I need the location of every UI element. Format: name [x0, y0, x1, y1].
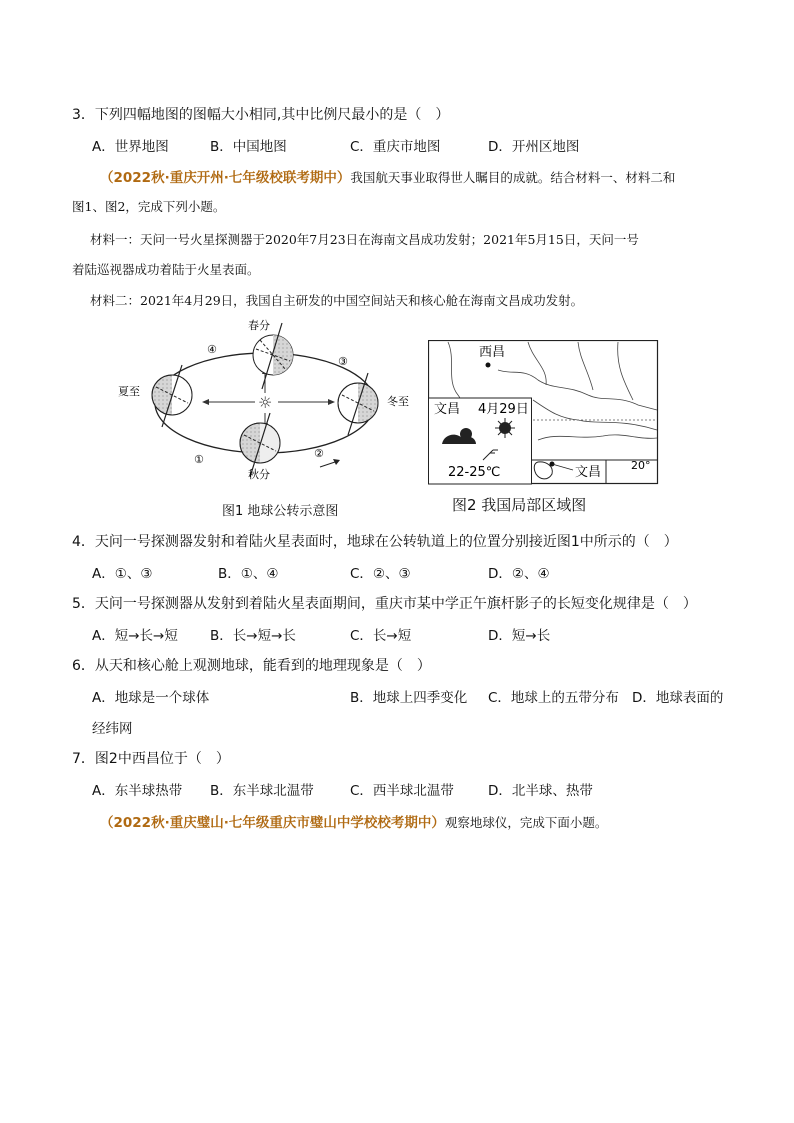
- q7-option-d[interactable]: D．北半球、热带: [488, 783, 593, 799]
- material1-line1: 材料一：天问一号火星探测器于2020年7月23日在海南文昌成功发射；2021年5月15日，天问一号: [90, 232, 639, 247]
- q4-option-a[interactable]: A．①、③: [92, 566, 153, 582]
- material2: 材料二：2021年4月29日，我国自主研发的中国空间站天和核心舱在海南文昌成功发射。: [90, 293, 584, 308]
- group1-intro-line2: 图1、图2，完成下列小题。: [72, 199, 226, 214]
- label-autumn: 秋分: [248, 468, 270, 481]
- group2-intro-text: 观察地球仪，完成下面小题。: [444, 815, 608, 830]
- group2-source: （2022秋·重庆璧山·七年级重庆市璧山中学校校考期中）: [100, 815, 445, 831]
- q3-option-d[interactable]: D．开州区地图: [488, 139, 580, 155]
- label-summer: 夏至: [118, 385, 140, 398]
- q6-option-d[interactable]: D．地球表面的: [632, 690, 724, 706]
- label-wenchang: 文昌: [575, 465, 602, 480]
- sun-icon: [495, 418, 515, 438]
- marker-2: ②: [314, 447, 324, 460]
- sun-icon: ☼: [258, 393, 273, 412]
- q5-stem: 5．天问一号探测器从发射到着陆火星表面期间，重庆市某中学正午旗杆影子的长短变化规律是（ ）: [72, 596, 697, 612]
- q5-option-b[interactable]: B．长→短→长: [210, 628, 296, 644]
- box-date: 4月29日: [478, 402, 529, 417]
- marker-1: ①: [194, 453, 204, 466]
- figure1-caption: 图1 地球公转示意图: [222, 504, 339, 519]
- q4-option-c[interactable]: C．②、③: [350, 566, 411, 582]
- q3-option-a[interactable]: A．世界地图: [92, 139, 169, 155]
- q4-option-b[interactable]: B．①、④: [218, 566, 279, 582]
- earth-summer: [152, 365, 192, 427]
- earth-winter: [338, 373, 378, 435]
- label-winter: 冬至: [387, 395, 409, 408]
- figure2-caption: 图2 我国局部区域图: [452, 496, 587, 514]
- q7-option-b[interactable]: B．东半球北温带: [210, 783, 314, 799]
- q7-option-c[interactable]: C．西半球北温带: [350, 783, 454, 799]
- figure1-revolution-diagram: [110, 315, 420, 495]
- label-xichang: 西昌: [479, 345, 506, 360]
- group1-source: （2022秋·重庆开州·七年级校联考期中）: [100, 170, 351, 186]
- q6-option-c[interactable]: C．地球上的五带分布: [488, 690, 619, 706]
- q6-option-a[interactable]: A．地球是一个球体: [92, 690, 210, 706]
- q5-option-d[interactable]: D．短→长: [488, 628, 551, 644]
- marker-3: ③: [338, 355, 348, 368]
- group2-intro: [100, 811, 607, 831]
- box-temp: 22-25℃: [448, 465, 501, 480]
- group1-intro-text: 我国航天事业取得世人瞩目的成就。结合材料一、材料二和: [350, 170, 676, 185]
- q6-option-b[interactable]: B．地球上四季变化: [350, 690, 468, 706]
- q3-option-c[interactable]: C．重庆市地图: [350, 139, 441, 155]
- figure2-regional-map: [428, 340, 660, 485]
- q4-stem: 4．天问一号探测器发射和着陆火星表面时，地球在公转轨道上的位置分别接近图1中所示的（ ）: [72, 534, 678, 550]
- q6-stem: 6．从天和核心舱上观测地球，能看到的地理现象是（ ）: [72, 658, 431, 674]
- marker-4: ④: [207, 343, 217, 356]
- q4-option-d[interactable]: D．②、④: [488, 566, 550, 582]
- label-spring: 春分: [248, 319, 270, 332]
- group1-intro-line1: [100, 166, 675, 186]
- q5-option-a[interactable]: A．短→长→短: [92, 628, 178, 644]
- earth-spring: [253, 323, 293, 389]
- label-latitude: 20°: [631, 459, 651, 472]
- q3-stem: 3．下列四幅地图的图幅大小相同,其中比例尺最小的是（ ）: [72, 107, 450, 123]
- q3-option-b[interactable]: B．中国地图: [210, 139, 287, 155]
- q6-option-d-wrap: 经纬网: [92, 721, 133, 737]
- material1-line2: 着陆巡视器成功着陆于火星表面。: [72, 262, 260, 277]
- q7-stem: 7．图2中西昌位于（ ）: [72, 751, 230, 767]
- box-title: 文昌: [434, 402, 461, 417]
- q5-option-c[interactable]: C．长→短: [350, 628, 412, 644]
- q7-option-a[interactable]: A．东半球热带: [92, 783, 183, 799]
